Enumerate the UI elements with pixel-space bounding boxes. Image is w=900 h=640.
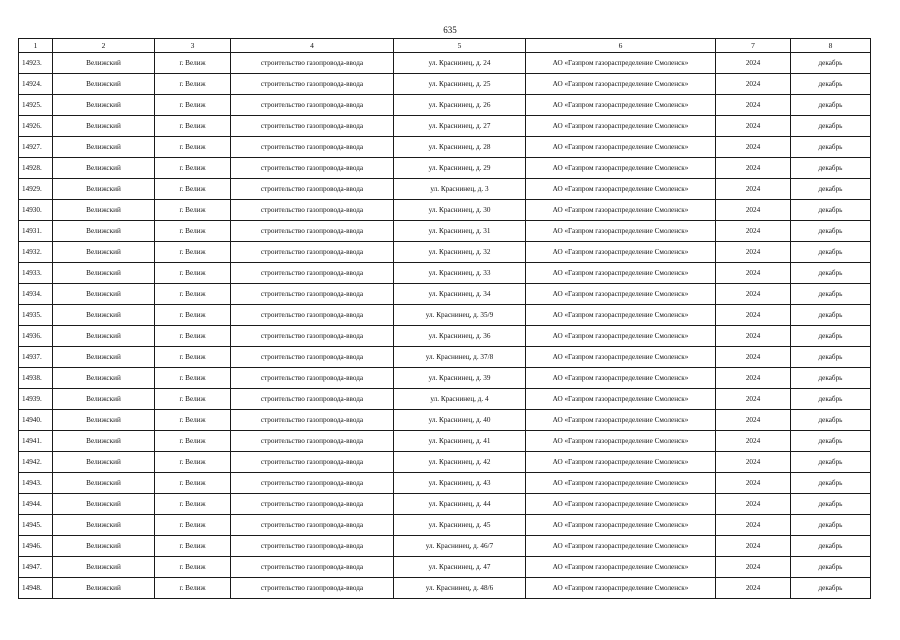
- cell-row-number: 14947.: [19, 557, 53, 578]
- cell-settlement: г. Велиж: [155, 263, 231, 284]
- cell-work-type: строительство газопровода-ввода: [231, 536, 394, 557]
- cell-settlement: г. Велиж: [155, 368, 231, 389]
- cell-row-number: 14942.: [19, 452, 53, 473]
- cell-year: 2024: [716, 515, 791, 536]
- cell-year: 2024: [716, 452, 791, 473]
- cell-district: Велижский: [53, 452, 155, 473]
- cell-year: 2024: [716, 410, 791, 431]
- cell-year: 2024: [716, 221, 791, 242]
- cell-organization: АО «Газпром газораспределение Смоленск»: [526, 95, 716, 116]
- cell-organization: АО «Газпром газораспределение Смоленск»: [526, 74, 716, 95]
- cell-organization: АО «Газпром газораспределение Смоленск»: [526, 116, 716, 137]
- table-row: [19, 578, 871, 599]
- table-row: [19, 452, 871, 473]
- cell-work-type: строительство газопровода-ввода: [231, 53, 394, 74]
- cell-month: декабрь: [791, 242, 871, 263]
- cell-month: декабрь: [791, 305, 871, 326]
- cell-organization: АО «Газпром газораспределение Смоленск»: [526, 53, 716, 74]
- cell-month: декабрь: [791, 515, 871, 536]
- cell-work-type: строительство газопровода-ввода: [231, 452, 394, 473]
- cell-settlement: г. Велиж: [155, 158, 231, 179]
- cell-year: 2024: [716, 179, 791, 200]
- cell-work-type: строительство газопровода-ввода: [231, 74, 394, 95]
- cell-district: Велижский: [53, 431, 155, 452]
- cell-address: ул. Краснинец, д. 37/8: [394, 347, 526, 368]
- cell-year: 2024: [716, 74, 791, 95]
- cell-district: Велижский: [53, 305, 155, 326]
- cell-month: декабрь: [791, 179, 871, 200]
- cell-row-number: 14933.: [19, 263, 53, 284]
- cell-work-type: строительство газопровода-ввода: [231, 494, 394, 515]
- table-row: [19, 494, 871, 515]
- header-row: [19, 39, 871, 53]
- cell-settlement: г. Велиж: [155, 452, 231, 473]
- cell-row-number: 14939.: [19, 389, 53, 410]
- table-row: [19, 95, 871, 116]
- cell-district: Велижский: [53, 410, 155, 431]
- table-row: [19, 389, 871, 410]
- cell-organization: АО «Газпром газораспределение Смоленск»: [526, 389, 716, 410]
- cell-address: ул. Краснинец, д. 24: [394, 53, 526, 74]
- cell-district: Велижский: [53, 326, 155, 347]
- cell-address: ул. Краснинец, д. 31: [394, 221, 526, 242]
- cell-address: ул. Краснинец, д. 29: [394, 158, 526, 179]
- cell-year: 2024: [716, 263, 791, 284]
- cell-work-type: строительство газопровода-ввода: [231, 326, 394, 347]
- cell-month: декабрь: [791, 494, 871, 515]
- cell-work-type: строительство газопровода-ввода: [231, 410, 394, 431]
- cell-organization: АО «Газпром газораспределение Смоленск»: [526, 473, 716, 494]
- cell-settlement: г. Велиж: [155, 200, 231, 221]
- cell-district: Велижский: [53, 137, 155, 158]
- cell-address: ул. Краснинец, д. 27: [394, 116, 526, 137]
- cell-organization: АО «Газпром газораспределение Смоленск»: [526, 326, 716, 347]
- table-row: [19, 242, 871, 263]
- table-row: [19, 347, 871, 368]
- cell-address: ул. Краснинец, д. 33: [394, 263, 526, 284]
- cell-work-type: строительство газопровода-ввода: [231, 368, 394, 389]
- cell-row-number: 14929.: [19, 179, 53, 200]
- data-table: [18, 38, 871, 599]
- cell-row-number: 14946.: [19, 536, 53, 557]
- cell-year: 2024: [716, 536, 791, 557]
- table-row: [19, 179, 871, 200]
- table-row: [19, 410, 871, 431]
- cell-year: 2024: [716, 284, 791, 305]
- cell-month: декабрь: [791, 347, 871, 368]
- cell-work-type: строительство газопровода-ввода: [231, 284, 394, 305]
- cell-month: декабрь: [791, 431, 871, 452]
- cell-district: Велижский: [53, 242, 155, 263]
- cell-district: Велижский: [53, 263, 155, 284]
- cell-year: 2024: [716, 158, 791, 179]
- cell-district: Велижский: [53, 179, 155, 200]
- cell-work-type: строительство газопровода-ввода: [231, 221, 394, 242]
- cell-district: Велижский: [53, 515, 155, 536]
- cell-work-type: строительство газопровода-ввода: [231, 158, 394, 179]
- cell-district: Велижский: [53, 158, 155, 179]
- cell-month: декабрь: [791, 536, 871, 557]
- table-row: [19, 305, 871, 326]
- cell-year: 2024: [716, 242, 791, 263]
- header-cell-1: 1: [19, 39, 53, 53]
- cell-organization: АО «Газпром газораспределение Смоленск»: [526, 305, 716, 326]
- cell-address: ул. Краснинец, д. 26: [394, 95, 526, 116]
- cell-year: 2024: [716, 431, 791, 452]
- cell-month: декабрь: [791, 200, 871, 221]
- cell-row-number: 14934.: [19, 284, 53, 305]
- cell-year: 2024: [716, 305, 791, 326]
- cell-row-number: 14930.: [19, 200, 53, 221]
- cell-work-type: строительство газопровода-ввода: [231, 473, 394, 494]
- cell-address: ул. Краснинец, д. 34: [394, 284, 526, 305]
- cell-organization: АО «Газпром газораспределение Смоленск»: [526, 200, 716, 221]
- table-row: [19, 431, 871, 452]
- cell-month: декабрь: [791, 389, 871, 410]
- cell-address: ул. Краснинец, д. 42: [394, 452, 526, 473]
- header-cell-2: 2: [53, 39, 155, 53]
- cell-month: декабрь: [791, 473, 871, 494]
- cell-row-number: 14945.: [19, 515, 53, 536]
- cell-organization: АО «Газпром газораспределение Смоленск»: [526, 536, 716, 557]
- cell-address: ул. Краснинец, д. 40: [394, 410, 526, 431]
- cell-address: ул. Краснинец, д. 43: [394, 473, 526, 494]
- cell-address: ул. Краснинец, д. 41: [394, 431, 526, 452]
- cell-address: ул. Краснинец, д. 4: [394, 389, 526, 410]
- page-number: 635: [443, 25, 457, 35]
- cell-district: Велижский: [53, 74, 155, 95]
- cell-address: ул. Краснинец, д. 25: [394, 74, 526, 95]
- table-row: [19, 53, 871, 74]
- cell-settlement: г. Велиж: [155, 578, 231, 599]
- cell-month: декабрь: [791, 263, 871, 284]
- cell-settlement: г. Велиж: [155, 410, 231, 431]
- cell-settlement: г. Велиж: [155, 95, 231, 116]
- cell-row-number: 14927.: [19, 137, 53, 158]
- cell-year: 2024: [716, 347, 791, 368]
- cell-settlement: г. Велиж: [155, 284, 231, 305]
- cell-row-number: 14926.: [19, 116, 53, 137]
- cell-row-number: 14931.: [19, 221, 53, 242]
- cell-address: ул. Краснинец, д. 32: [394, 242, 526, 263]
- cell-district: Велижский: [53, 389, 155, 410]
- cell-address: ул. Краснинец, д. 44: [394, 494, 526, 515]
- cell-month: декабрь: [791, 116, 871, 137]
- cell-year: 2024: [716, 137, 791, 158]
- table-header: [19, 39, 871, 53]
- cell-organization: АО «Газпром газораспределение Смоленск»: [526, 431, 716, 452]
- table-row: [19, 326, 871, 347]
- table-row: [19, 557, 871, 578]
- cell-work-type: строительство газопровода-ввода: [231, 179, 394, 200]
- cell-district: Велижский: [53, 368, 155, 389]
- cell-work-type: строительство газопровода-ввода: [231, 347, 394, 368]
- cell-work-type: строительство газопровода-ввода: [231, 431, 394, 452]
- cell-row-number: 14944.: [19, 494, 53, 515]
- cell-address: ул. Краснинец, д. 45: [394, 515, 526, 536]
- cell-settlement: г. Велиж: [155, 53, 231, 74]
- table-row: [19, 137, 871, 158]
- table-row: [19, 473, 871, 494]
- cell-work-type: строительство газопровода-ввода: [231, 242, 394, 263]
- cell-organization: АО «Газпром газораспределение Смоленск»: [526, 158, 716, 179]
- cell-address: ул. Краснинец, д. 46/7: [394, 536, 526, 557]
- cell-organization: АО «Газпром газораспределение Смоленск»: [526, 263, 716, 284]
- cell-settlement: г. Велиж: [155, 536, 231, 557]
- cell-address: ул. Краснинец, д. 35/9: [394, 305, 526, 326]
- cell-month: декабрь: [791, 53, 871, 74]
- cell-organization: АО «Газпром газораспределение Смоленск»: [526, 557, 716, 578]
- cell-district: Велижский: [53, 347, 155, 368]
- header-cell-5: 5: [394, 39, 526, 53]
- table-row: [19, 158, 871, 179]
- cell-settlement: г. Велиж: [155, 347, 231, 368]
- cell-district: Велижский: [53, 494, 155, 515]
- cell-row-number: 14935.: [19, 305, 53, 326]
- cell-organization: АО «Газпром газораспределение Смоленск»: [526, 284, 716, 305]
- cell-address: ул. Краснинец, д. 3: [394, 179, 526, 200]
- cell-row-number: 14936.: [19, 326, 53, 347]
- table-row: [19, 515, 871, 536]
- cell-month: декабрь: [791, 95, 871, 116]
- table-row: [19, 74, 871, 95]
- cell-organization: АО «Газпром газораспределение Смоленск»: [526, 137, 716, 158]
- cell-organization: АО «Газпром газораспределение Смоленск»: [526, 368, 716, 389]
- cell-row-number: 14938.: [19, 368, 53, 389]
- cell-address: ул. Краснинец, д. 48/6: [394, 578, 526, 599]
- cell-organization: АО «Газпром газораспределение Смоленск»: [526, 410, 716, 431]
- cell-year: 2024: [716, 116, 791, 137]
- cell-row-number: 14937.: [19, 347, 53, 368]
- cell-district: Велижский: [53, 578, 155, 599]
- cell-month: декабрь: [791, 557, 871, 578]
- cell-work-type: строительство газопровода-ввода: [231, 389, 394, 410]
- cell-month: декабрь: [791, 158, 871, 179]
- cell-month: декабрь: [791, 326, 871, 347]
- cell-organization: АО «Газпром газораспределение Смоленск»: [526, 242, 716, 263]
- cell-work-type: строительство газопровода-ввода: [231, 305, 394, 326]
- cell-settlement: г. Велиж: [155, 326, 231, 347]
- cell-district: Велижский: [53, 95, 155, 116]
- cell-year: 2024: [716, 95, 791, 116]
- cell-row-number: 14923.: [19, 53, 53, 74]
- cell-settlement: г. Велиж: [155, 389, 231, 410]
- cell-work-type: строительство газопровода-ввода: [231, 578, 394, 599]
- cell-address: ул. Краснинец, д. 47: [394, 557, 526, 578]
- header-cell-8: 8: [791, 39, 871, 53]
- cell-row-number: 14928.: [19, 158, 53, 179]
- table-row: [19, 200, 871, 221]
- cell-month: декабрь: [791, 368, 871, 389]
- cell-district: Велижский: [53, 284, 155, 305]
- cell-district: Велижский: [53, 116, 155, 137]
- cell-year: 2024: [716, 53, 791, 74]
- cell-work-type: строительство газопровода-ввода: [231, 557, 394, 578]
- cell-work-type: строительство газопровода-ввода: [231, 515, 394, 536]
- cell-settlement: г. Велиж: [155, 221, 231, 242]
- cell-settlement: г. Велиж: [155, 116, 231, 137]
- cell-settlement: г. Велиж: [155, 74, 231, 95]
- cell-settlement: г. Велиж: [155, 515, 231, 536]
- cell-settlement: г. Велиж: [155, 242, 231, 263]
- table-row: [19, 284, 871, 305]
- cell-district: Велижский: [53, 557, 155, 578]
- cell-settlement: г. Велиж: [155, 179, 231, 200]
- cell-settlement: г. Велиж: [155, 137, 231, 158]
- cell-month: декабрь: [791, 221, 871, 242]
- cell-district: Велижский: [53, 221, 155, 242]
- table-row: [19, 116, 871, 137]
- cell-row-number: 14941.: [19, 431, 53, 452]
- cell-address: ул. Краснинец, д. 30: [394, 200, 526, 221]
- cell-row-number: 14948.: [19, 578, 53, 599]
- cell-month: декабрь: [791, 452, 871, 473]
- table-body: [19, 53, 871, 599]
- cell-work-type: строительство газопровода-ввода: [231, 95, 394, 116]
- cell-settlement: г. Велиж: [155, 305, 231, 326]
- cell-address: ул. Краснинец, д. 28: [394, 137, 526, 158]
- cell-district: Велижский: [53, 536, 155, 557]
- cell-address: ул. Краснинец, д. 36: [394, 326, 526, 347]
- header-cell-4: 4: [231, 39, 394, 53]
- cell-organization: АО «Газпром газораспределение Смоленск»: [526, 494, 716, 515]
- cell-year: 2024: [716, 368, 791, 389]
- table-row: [19, 368, 871, 389]
- table-row: [19, 221, 871, 242]
- cell-work-type: строительство газопровода-ввода: [231, 263, 394, 284]
- table-row: [19, 536, 871, 557]
- cell-year: 2024: [716, 389, 791, 410]
- table-row: [19, 263, 871, 284]
- cell-month: декабрь: [791, 410, 871, 431]
- cell-month: декабрь: [791, 137, 871, 158]
- cell-organization: АО «Газпром газораспределение Смоленск»: [526, 452, 716, 473]
- cell-row-number: 14925.: [19, 95, 53, 116]
- cell-work-type: строительство газопровода-ввода: [231, 116, 394, 137]
- cell-row-number: 14932.: [19, 242, 53, 263]
- header-cell-6: 6: [526, 39, 716, 53]
- header-cell-3: 3: [155, 39, 231, 53]
- cell-year: 2024: [716, 578, 791, 599]
- cell-organization: АО «Газпром газораспределение Смоленск»: [526, 515, 716, 536]
- cell-month: декабрь: [791, 284, 871, 305]
- cell-settlement: г. Велиж: [155, 431, 231, 452]
- cell-organization: АО «Газпром газораспределение Смоленск»: [526, 347, 716, 368]
- cell-month: декабрь: [791, 74, 871, 95]
- cell-row-number: 14924.: [19, 74, 53, 95]
- cell-organization: АО «Газпром газораспределение Смоленск»: [526, 578, 716, 599]
- header-cell-7: 7: [716, 39, 791, 53]
- cell-address: ул. Краснинец, д. 39: [394, 368, 526, 389]
- cell-work-type: строительство газопровода-ввода: [231, 200, 394, 221]
- cell-year: 2024: [716, 473, 791, 494]
- cell-settlement: г. Велиж: [155, 473, 231, 494]
- cell-settlement: г. Велиж: [155, 494, 231, 515]
- cell-settlement: г. Велиж: [155, 557, 231, 578]
- cell-year: 2024: [716, 200, 791, 221]
- cell-district: Велижский: [53, 53, 155, 74]
- cell-organization: АО «Газпром газораспределение Смоленск»: [526, 179, 716, 200]
- cell-organization: АО «Газпром газораспределение Смоленск»: [526, 221, 716, 242]
- cell-year: 2024: [716, 326, 791, 347]
- cell-row-number: 14943.: [19, 473, 53, 494]
- cell-row-number: 14940.: [19, 410, 53, 431]
- cell-month: декабрь: [791, 578, 871, 599]
- cell-work-type: строительство газопровода-ввода: [231, 137, 394, 158]
- cell-district: Велижский: [53, 200, 155, 221]
- cell-year: 2024: [716, 494, 791, 515]
- cell-year: 2024: [716, 557, 791, 578]
- cell-district: Велижский: [53, 473, 155, 494]
